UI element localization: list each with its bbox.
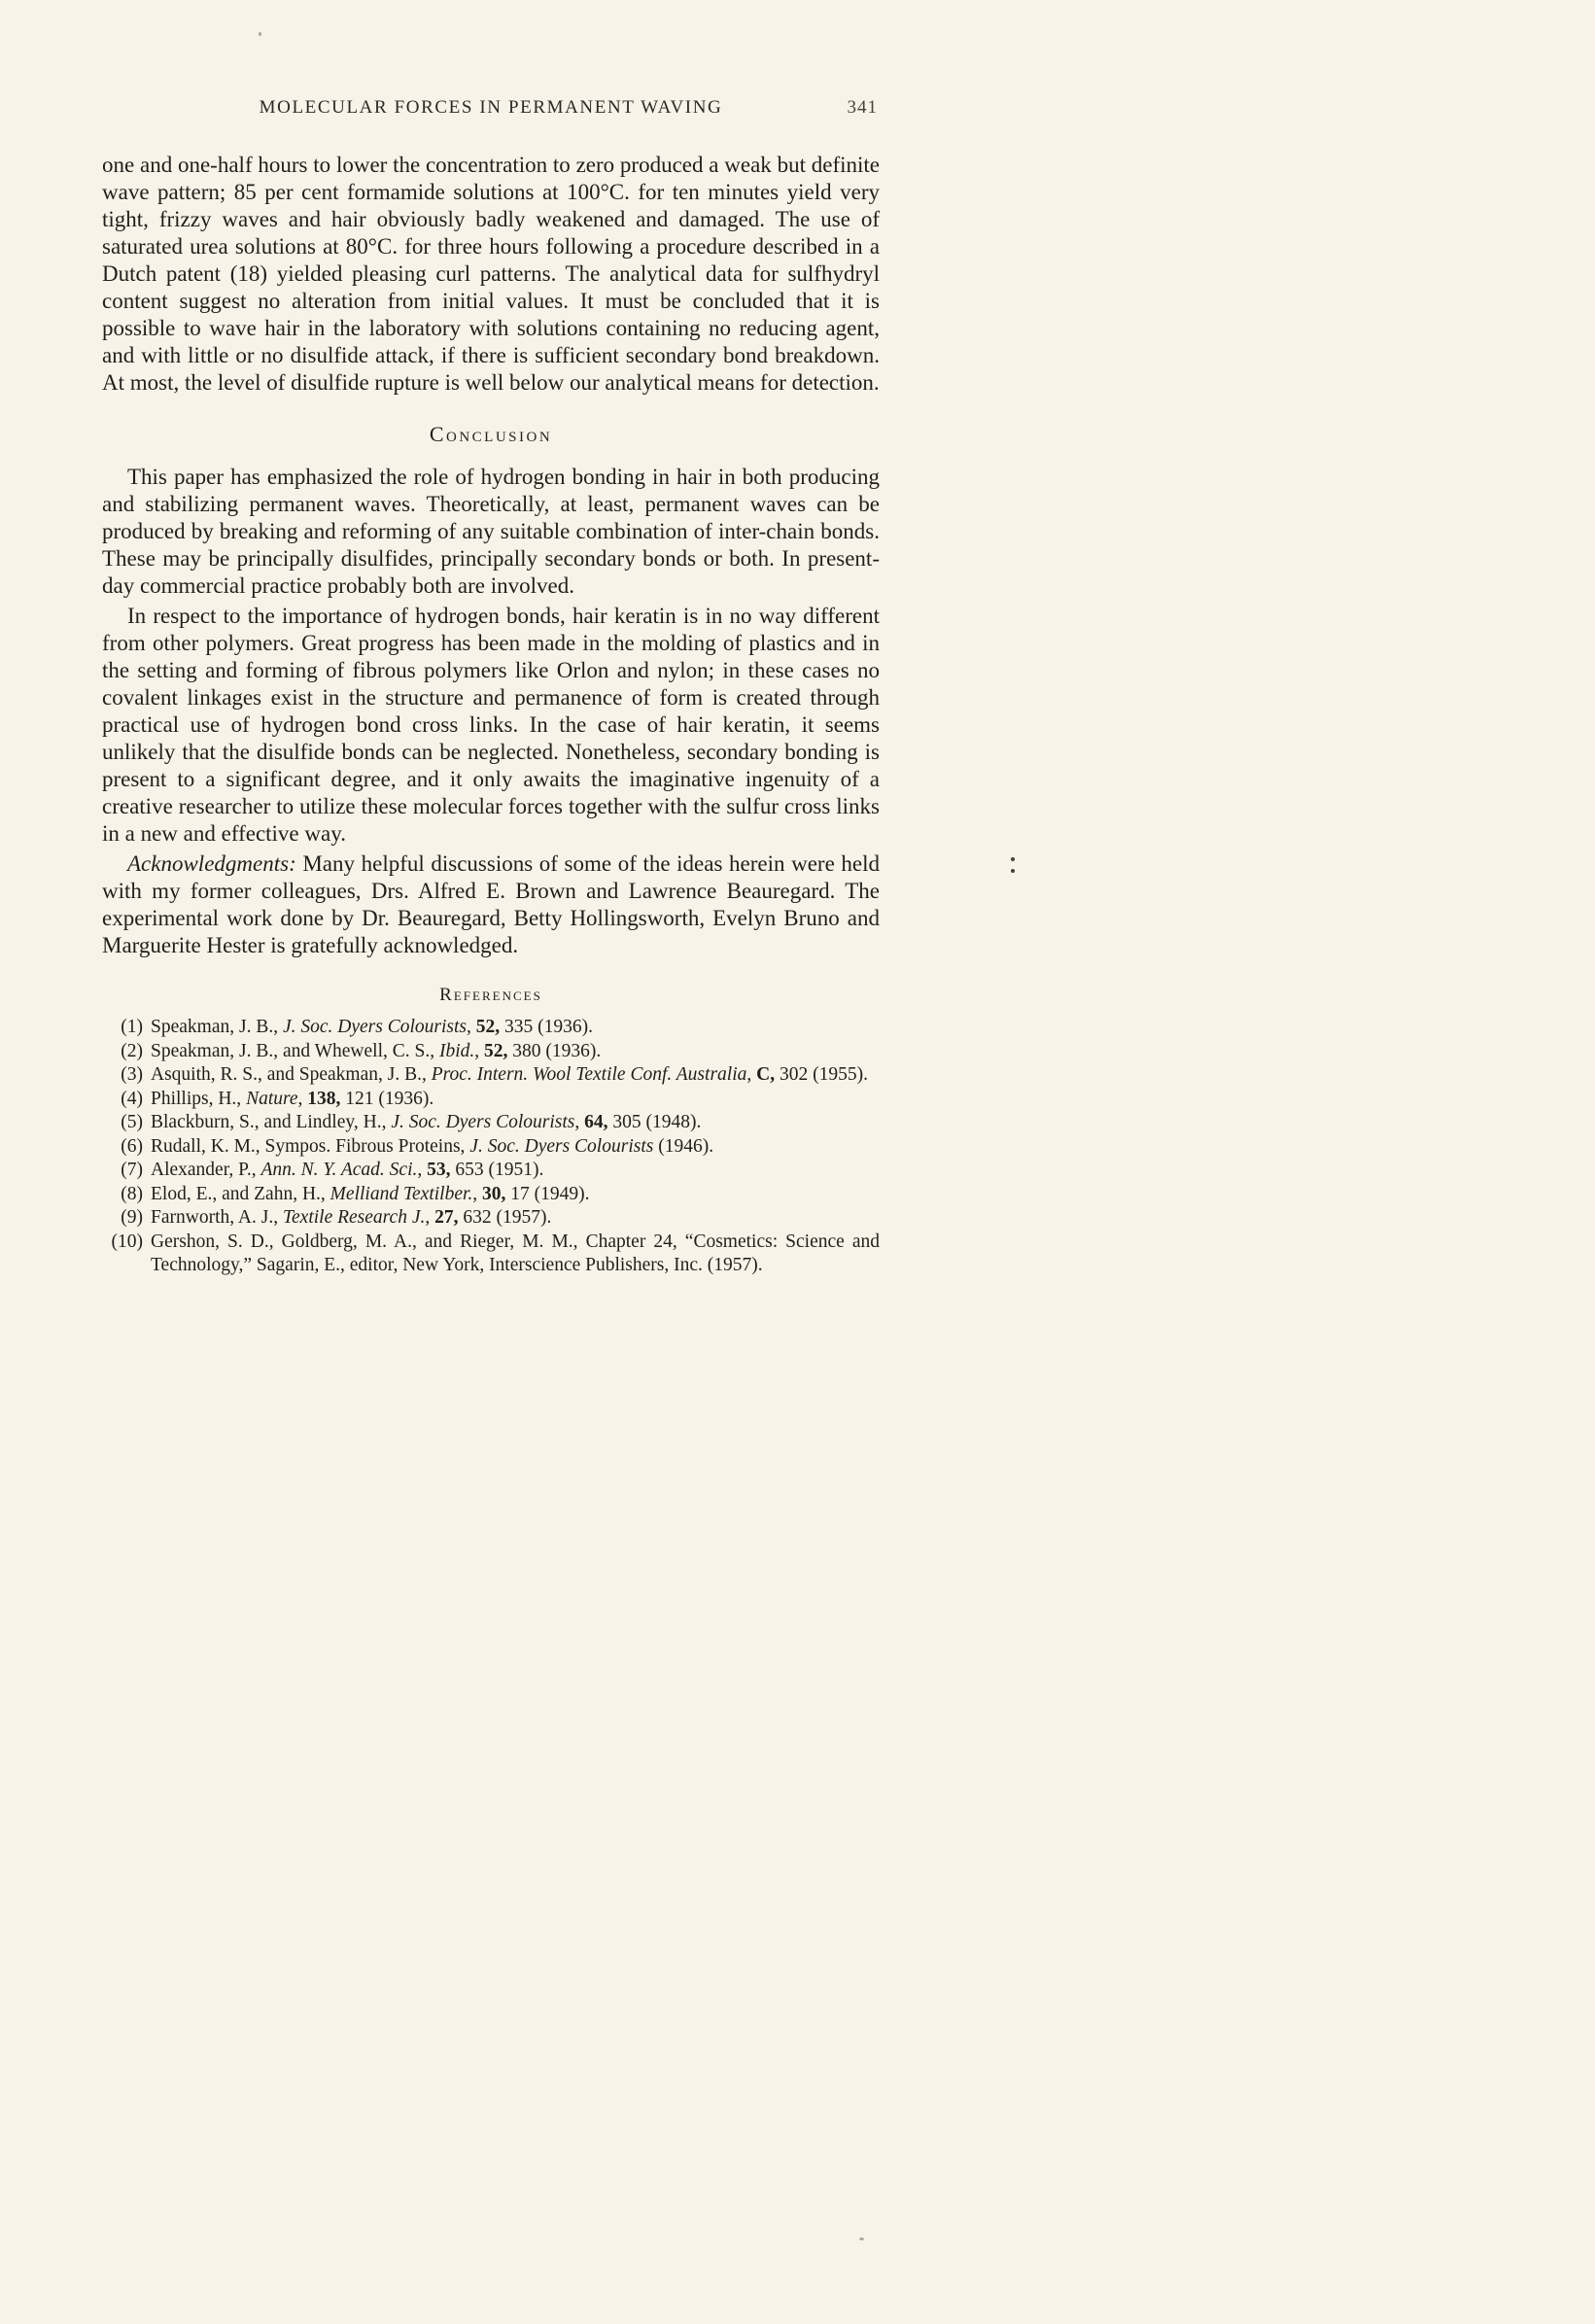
conclusion-heading: Conclusion: [429, 422, 553, 446]
text-segment: Phillips, H.,: [151, 1088, 247, 1109]
reference-number: (4): [121, 1088, 143, 1109]
text-segment: Alexander, P.,: [151, 1160, 261, 1180]
text-segment: Melliand Textilber.: [329, 1183, 473, 1204]
acknowledgments-paragraph: [102, 850, 880, 959]
scan-speck-bottom: [859, 2237, 864, 2240]
reference-text: [151, 1184, 590, 1204]
text-segment: ,: [425, 1207, 435, 1228]
reference-text: [151, 1207, 551, 1228]
text-segment: Acknowledgments:: [127, 851, 296, 876]
scan-artifact-mark: [1011, 857, 1016, 875]
text-segment: Speakman, J. B.,: [151, 1017, 283, 1037]
text-segment: Speakman, J. B., and Whewell, C. S.,: [151, 1040, 439, 1061]
text-segment: Many helpful discussions of some of the ideas herein were held with my former colleagues, Drs. Alfred E. Brown and Lawrence Beauregard. The experimental work done by Dr. Beauregard, Betty Hollingsworth, Evelyn Bruno and Marguerite Hester is gratefully acknowledged.: [102, 851, 880, 957]
text-column: [102, 97, 880, 1278]
running-head: [102, 97, 880, 119]
reference-text: [151, 1064, 868, 1085]
reference-item: [102, 1159, 880, 1183]
text-segment: 30,: [482, 1183, 506, 1204]
text-segment: one and one-half hours to lower the concentration to zero produced a weak but definite wave pattern; 85 per cent formamide solutions at 100°C. for ten minutes yield very tight, frizzy waves and hair obviously badly weakened and damaged. The use of saturated urea solutions at 80°C. for three hours following a procedure described in a Dutch patent (18) yielded pleasing curl patterns. The analytical data for sulfhydryl content suggest no alteration from initial values. It must be concluded that it is possible to wave hair in the laboratory with solutions containing no reducing agent, and with little or no disulfide attack, if there is sufficient secondary bond breakdown. At most, the level of disulfide rupture is well below our analytical means for detection.: [102, 153, 880, 395]
reference-text: [151, 1112, 701, 1132]
text-segment: In respect to the importance of hydrogen bonds, hair keratin is in no way different from other polymers. Great progress has been made in the molding of plastics and in the setting and forming of fibrous polymers like Orlon and nylon; in these cases no covalent linkages exist in the structure and permanence of form is created through practical use of hydrogen bond cross links. In the case of hair keratin, it seems unlikely that the disulfide bonds can be neglected. Nonetheless, secondary bonding is present to a significant degree, and it only awaits the imaginative ingenuity of a creative researcher to utilize these molecular forces together with the sulfur cross links in a new and effective way.: [102, 604, 880, 846]
reference-item: [102, 1183, 880, 1207]
text-segment: Proc. Intern. Wool Textile Conf. Australia: [431, 1064, 747, 1085]
text-segment: 27,: [434, 1207, 459, 1228]
text-segment: 632 (1957).: [458, 1207, 552, 1228]
text-segment: ,: [297, 1088, 308, 1109]
text-segment: (1946).: [653, 1135, 714, 1157]
reference-text: [151, 1160, 543, 1180]
text-segment: Ann. N. Y. Acad. Sci.: [260, 1160, 418, 1180]
text-segment: C,: [756, 1064, 776, 1085]
text-segment: This paper has emphasized the role of hydrogen bonding in hair in both producing and stabilizing permanent waves. Theoretically, at least, permanent waves can be produced by breaking and reforming of any suitable combination of inter-chain bonds. These may be principally disulfides, principally secondary bonds or both. In present-day commercial practice probably both are involved.: [102, 465, 880, 598]
reference-text: [151, 1017, 593, 1037]
text-segment: Rudall, K. M., Sympos. Fibrous Proteins,: [151, 1135, 470, 1157]
text-segment: 305 (1948).: [607, 1112, 702, 1132]
text-segment: 380 (1936).: [507, 1040, 602, 1061]
conclusion-paragraph-1: [102, 464, 880, 600]
text-segment: Elod, E., and Zahn, H.,: [151, 1183, 330, 1204]
text-segment: 138,: [307, 1088, 341, 1109]
reference-item: [102, 1231, 880, 1278]
text-segment: ,: [474, 1040, 485, 1061]
text-segment: Asquith, R. S., and Speakman, J. B.,: [151, 1064, 432, 1085]
text-segment: ,: [472, 1183, 483, 1204]
reference-number: (3): [121, 1064, 143, 1085]
text-segment: ,: [466, 1017, 476, 1037]
conclusion-paragraph-2: [102, 603, 880, 848]
reference-number: (7): [121, 1160, 143, 1180]
text-segment: 64,: [584, 1112, 608, 1132]
references-list: [102, 1016, 880, 1278]
text-segment: Blackburn, S., and Lindley, H.,: [151, 1112, 392, 1132]
text-segment: J. Soc. Dyers Colourists: [391, 1112, 575, 1132]
reference-item: [102, 1016, 880, 1040]
reference-number: (9): [121, 1207, 143, 1228]
text-segment: Gershon, S. D., Goldberg, M. A., and Rieger, M. M., Chapter 24, “Cosmetics: Science and Technology,” Sagarin, E., editor, New York, Interscience Publishers, Inc. (1957).: [151, 1231, 880, 1275]
text-segment: 17 (1949).: [505, 1183, 590, 1204]
reference-number: (10): [111, 1231, 143, 1252]
text-segment: J. Soc. Dyers Colourists: [282, 1017, 467, 1037]
reference-item: [102, 1111, 880, 1135]
text-segment: Nature: [246, 1088, 298, 1109]
reference-item: [102, 1063, 880, 1088]
text-segment: Ibid.: [439, 1040, 475, 1061]
page-number: 341: [847, 97, 878, 118]
text-segment: ,: [574, 1112, 585, 1132]
scan-speck-top: [259, 32, 261, 36]
reference-item: [102, 1040, 880, 1064]
reference-number: (8): [121, 1183, 143, 1204]
text-segment: 52,: [475, 1017, 501, 1037]
reference-text: [151, 1089, 433, 1109]
reference-number: (1): [121, 1017, 143, 1037]
text-segment: Farnworth, A. J.,: [151, 1207, 283, 1228]
reference-item: [102, 1135, 880, 1160]
reference-text: [151, 1231, 880, 1276]
reference-text: [151, 1041, 601, 1061]
body-paragraph-continuation: [102, 152, 880, 397]
text-segment: 121 (1936).: [340, 1088, 434, 1109]
reference-item: [102, 1088, 880, 1112]
running-head-title: MOLECULAR FORCES IN PERMANENT WAVING: [259, 97, 723, 118]
reference-text: [151, 1136, 713, 1157]
references-heading: References: [439, 985, 542, 1005]
text-segment: 653 (1951).: [450, 1160, 544, 1180]
text-segment: 53,: [427, 1160, 451, 1180]
text-segment: ,: [417, 1160, 428, 1180]
text-segment: 335 (1936).: [500, 1017, 593, 1037]
reference-number: (2): [121, 1040, 143, 1061]
reference-item: [102, 1206, 880, 1231]
text-segment: J. Soc. Dyers Colourists: [469, 1135, 654, 1157]
reference-number: (5): [121, 1112, 143, 1132]
reference-number: (6): [121, 1135, 143, 1157]
text-segment: ,: [746, 1064, 757, 1085]
text-segment: 302 (1955).: [775, 1064, 868, 1085]
text-segment: Textile Research J.: [282, 1207, 426, 1228]
text-segment: 52,: [484, 1040, 508, 1061]
